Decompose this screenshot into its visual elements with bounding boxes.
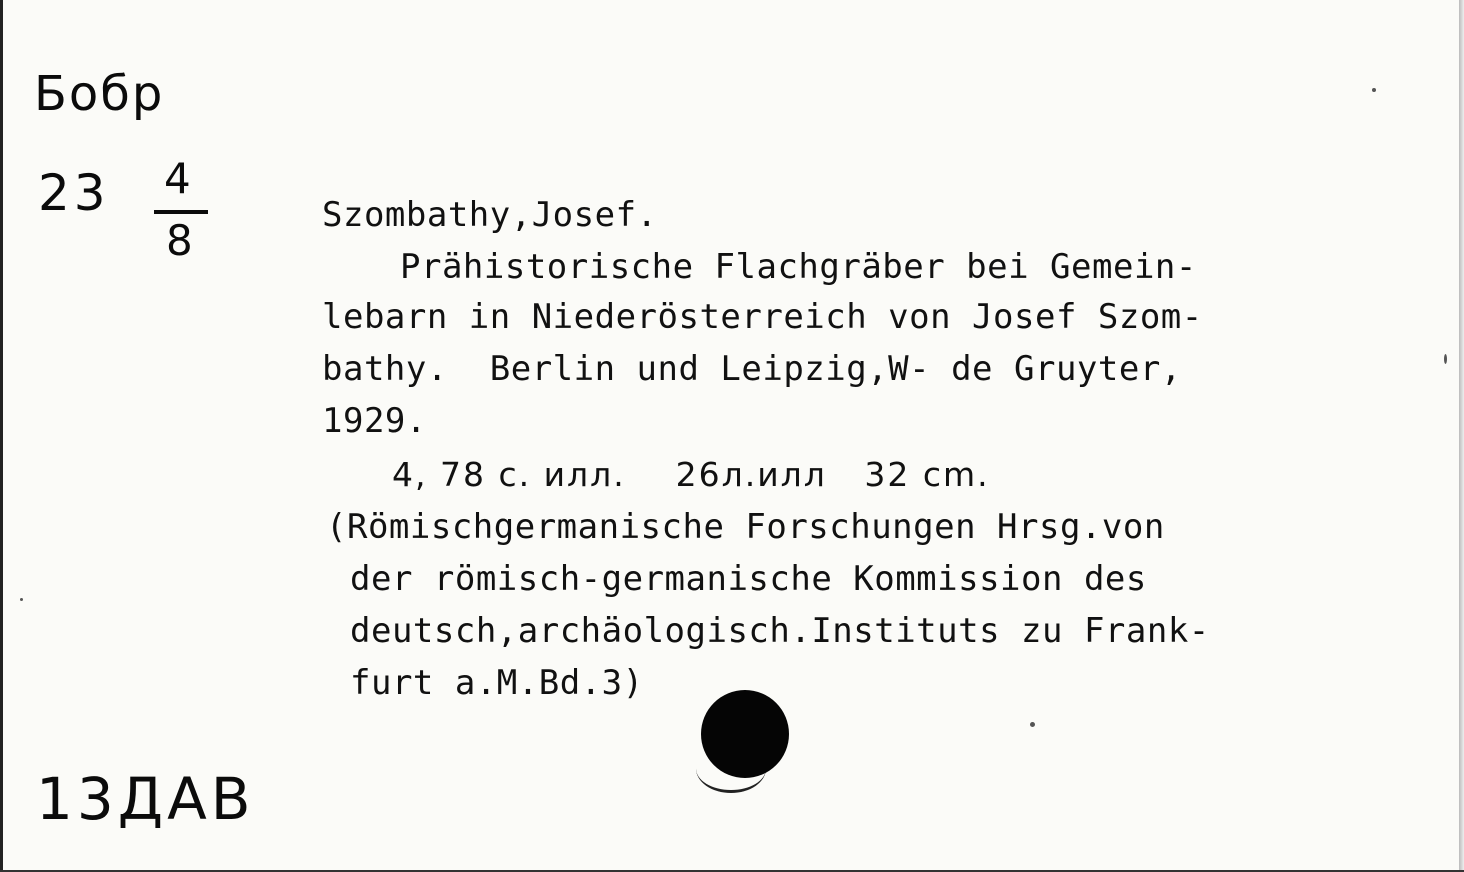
entry-title-line: 1929. (322, 401, 427, 441)
shelfmark-fraction (150, 154, 214, 278)
scan-speck (1030, 722, 1035, 727)
scan-speck (20, 598, 23, 601)
entry-series-line: furt a.M.Bd.3) (350, 663, 644, 703)
fraction-numerator: 4 (164, 154, 191, 203)
card-right-edge (1459, 0, 1464, 872)
entry-title-line: bathy. Berlin und Leipzig,W- de Gruyter, (322, 349, 1182, 389)
scan-speck (1444, 354, 1447, 364)
entry-series-line: (Römischgermanische Forschungen Hrsg.von (326, 507, 1165, 547)
shelfmark-bottom: 13ДАВ (36, 765, 255, 833)
card-left-edge (0, 0, 3, 872)
entry-series-line: deutsch,archäologisch.Instituts zu Frank- (350, 611, 1210, 651)
fraction-denominator: 8 (166, 216, 193, 265)
shelfmark-top: Бобр (34, 66, 165, 122)
shelfmark-number: 23 (38, 164, 110, 222)
entry-title-line: lebarn in Niederösterreich von Josef Szom- (322, 297, 1203, 337)
fraction-bar (154, 210, 208, 214)
entry-title-line: Prähistorische Flachgräber bei Gemein- (400, 247, 1197, 287)
punch-hole (701, 690, 789, 778)
scan-speck (1372, 88, 1376, 92)
entry-physical-description: 4, 78 с. илл. 26л.илл 32 cm. (392, 455, 990, 494)
entry-series-line: der römisch-germanische Kommission des (350, 559, 1147, 599)
entry-author: Szombathy,Josef. (322, 195, 658, 235)
